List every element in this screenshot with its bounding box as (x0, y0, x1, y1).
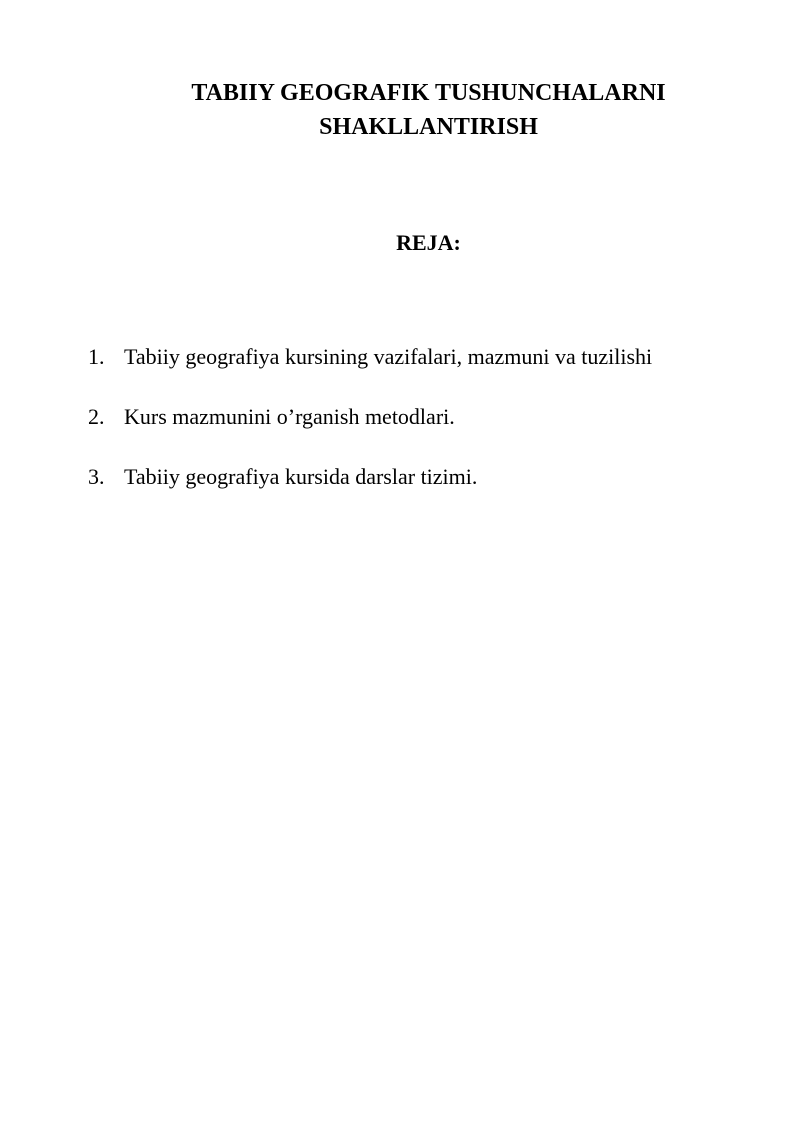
plan-item (88, 402, 768, 432)
plan-item-text: Tabiiy geografiya kursida darslar tizimi. (124, 464, 478, 489)
plan-heading: REJA: (396, 230, 461, 255)
document-title-line-1: TABIIY GEOGRAFIK TUSHUNCHALARNI (191, 80, 666, 106)
plan-item-number: 1. (88, 344, 105, 369)
document-title (100, 76, 757, 144)
plan-item-text: Kurs mazmunini o’rganish metodlari. (124, 404, 455, 429)
plan-list (88, 342, 768, 522)
plan-item-number: 2. (88, 404, 105, 429)
plan-item (88, 342, 768, 372)
plan-item (88, 462, 768, 492)
plan-item-text: Tabiiy geografiya kursining vazifalari, mazmuni va tuzilishi (124, 344, 653, 369)
document-title-line-2: SHAKLLANTIRISH (319, 114, 538, 140)
plan-item-number: 3. (88, 464, 105, 489)
